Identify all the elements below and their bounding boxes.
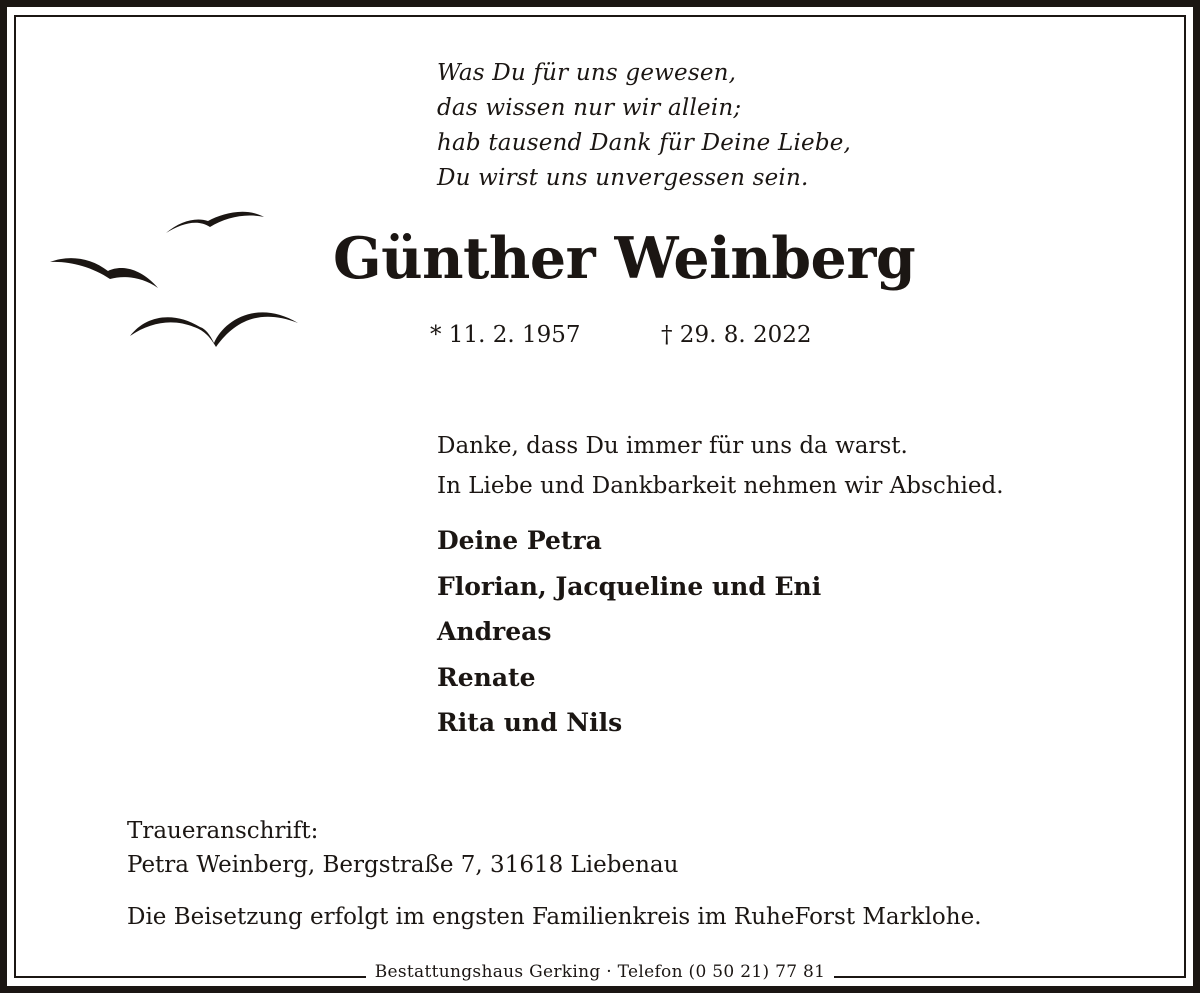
mourning-address [127,814,678,882]
poem [437,56,851,196]
mourner-name: Deine Petra [437,526,602,555]
poem-line: das wissen nur wir allein; [437,95,742,121]
thanks-line: In Liebe und Dankbarkeit nehmen wir Abschied. [437,473,1004,499]
poem-line: Du wirst uns unvergessen sein. [437,165,809,191]
deceased-name: Günther Weinberg [333,225,916,292]
birds-icon [48,205,303,350]
death-date: † 29. 8. 2022 [661,322,812,348]
poem-line: hab tausend Dank für Deine Liebe, [437,130,852,156]
mourner-name: Florian, Jacqueline und Eni [437,571,822,601]
mourner-name: Rita und Nils [437,708,623,737]
mourners-list [437,518,821,746]
mourner-name: Andreas [437,617,552,646]
poem-line: Was Du für uns gewesen, [437,60,737,86]
mourner-name: Renate [437,662,536,692]
address-line: Petra Weinberg, Bergstraße 7, 31618 Liebenau [127,852,679,878]
funeral-home-contact: Bestattungshaus Gerking · Telefon (0 50 21) 77 81 [366,962,835,982]
thanks-text [437,426,1004,506]
footer [14,962,1186,982]
burial-notice: Die Beisetzung erfolgt im engsten Familienkreis im RuheForst Marklohe. [127,904,982,930]
birth-date: * 11. 2. 1957 [430,322,581,348]
address-label: Traueranschrift: [127,818,319,844]
thanks-line: Danke, dass Du immer für uns da warst. [437,433,908,459]
